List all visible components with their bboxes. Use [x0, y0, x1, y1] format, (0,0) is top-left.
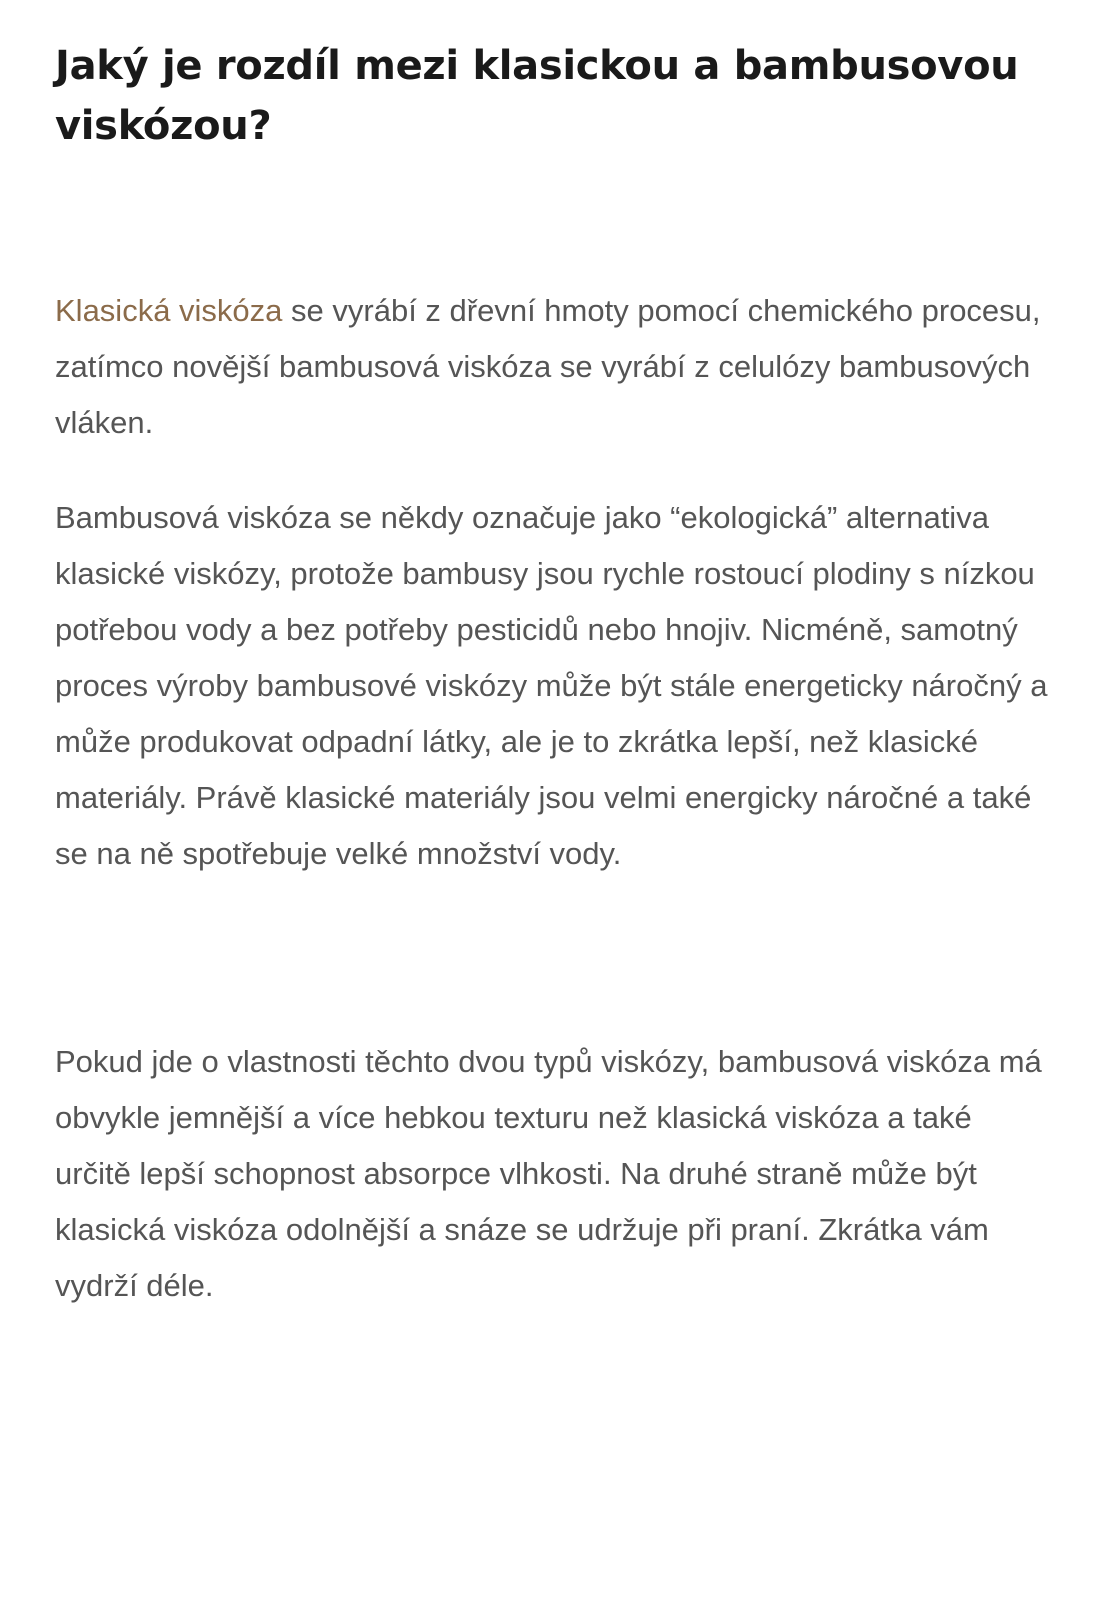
paragraph-1-text: se vyrábí z dřevní hmoty pomocí chemického procesu, zatímco novější bambusová viskóza se vyrábí z celulózy bambusových vláken.	[55, 293, 1041, 440]
article-heading: Jaký je rozdíl mezi klasickou a bambusovou viskózou?	[55, 43, 1019, 149]
article-paragraph-2: Bambusová viskóza se někdy označuje jako “ekologická” alternativa klasické viskózy, protože bambusy jsou rychle rostoucí plodiny s nízkou potřebou vody a bez potřeby pesticidů nebo hnojiv. Nicméně, samotný proces výroby bambusové viskózy může být stále energeticky náročný a může produkovat odpadní látky, ale je to zkrátka lepší, než klasické materiály. Právě klasické materiály jsou velmi energicky náročné a také se na ně spotřebuje velké množství vody.	[55, 500, 1048, 871]
classic-viscose-link[interactable]: Klasická viskóza	[55, 293, 283, 328]
article-paragraph-3: Pokud jde o vlastnosti těchto dvou typů viskózy, bambusová viskóza má obvykle jemnější a více hebkou texturu než klasická viskóza a také určitě lepší schopnost absorpce vlhkosti. Na druhé straně může být klasická viskóza odolnější a snáze se udržuje při praní. Zkrátka vám vydrží déle.	[55, 1044, 1042, 1303]
article-paragraph-1	[55, 283, 1055, 451]
article-header	[55, 36, 1055, 156]
